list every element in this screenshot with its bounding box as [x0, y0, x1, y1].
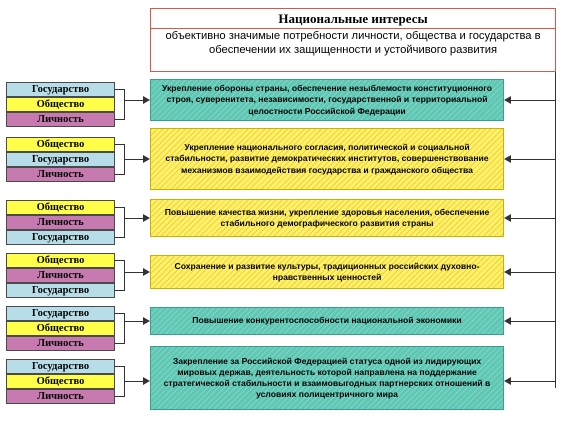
row-6-link: [124, 381, 143, 382]
row-2-label-3: Личность: [6, 167, 115, 182]
row-4-label-3: Государство: [6, 283, 115, 298]
row-4-interest-text: Сохранение и развитие культуры, традиционных российских духовно-нравственных ценностей: [174, 260, 480, 282]
row-6-label-3: Личность: [6, 389, 115, 404]
header-subtitle: объективно значимые потребности личности, общества и государства в обеспечении их защищенности и устойчивого развития: [165, 30, 541, 56]
row-3-label-3: Государство: [6, 230, 115, 245]
row-1-bracket-vertical: [124, 89, 125, 120]
row-2-arrow-left: [143, 155, 150, 163]
row-3-interest-box: [150, 199, 504, 237]
header-title: Национальные интересы: [151, 9, 555, 29]
row-3-label-2: Личность: [6, 215, 115, 230]
row-6-label-2: Общество: [6, 374, 115, 389]
row-6-link-right: [511, 381, 556, 382]
row-4-arrow-right: [504, 268, 511, 276]
row-5-arrow-right: [504, 317, 511, 325]
row-1-interest-text: Укрепление обороны страны, обеспечение незыблемости конституционного строя, суверенитета, независимости, государственной и территориальной целостности Российской Федерации: [161, 83, 492, 116]
row-3-link-right: [511, 218, 556, 219]
row-5-link-right: [511, 321, 556, 322]
row-4-link: [124, 272, 143, 273]
row-3-link: [124, 218, 143, 219]
row-1-link-right: [511, 100, 556, 101]
row-6-arrow-right: [504, 377, 511, 385]
row-4-interest-box: [150, 255, 504, 289]
row-1-interest-box: [150, 79, 504, 121]
row-5-interest-text: Повышение конкурентоспособности национальной экономики: [192, 315, 462, 326]
row-3-arrow-left: [143, 214, 150, 222]
row-5-bracket-vertical: [124, 313, 125, 344]
row-4-label-1: Общество: [6, 253, 115, 268]
row-2-link-right: [511, 159, 556, 160]
header-connector: [555, 72, 556, 388]
row-2-label-2: Государство: [6, 152, 115, 167]
row-2-label-1: Общество: [6, 137, 115, 152]
row-6-interest-box: [150, 346, 504, 410]
row-4-arrow-left: [143, 268, 150, 276]
row-5-arrow-left: [143, 317, 150, 325]
header-box: [150, 8, 556, 72]
row-4-label-2: Личность: [6, 268, 115, 283]
row-6-interest-text: Закрепление за Российской Федерацией статуса одной из лидирующих мировых держав, деятельность которой направлена на поддержание стратегической стабильности и взаимовыгодных партнерских отношений в условиях полицентричного мира: [163, 355, 491, 400]
row-1-label-2: Общество: [6, 97, 115, 112]
row-5-label-3: Личность: [6, 336, 115, 351]
row-5-interest-box: [150, 307, 504, 335]
row-2-arrow-right: [504, 155, 511, 163]
row-5-label-2: Общество: [6, 321, 115, 336]
row-3-bracket-vertical: [124, 207, 125, 238]
row-1-arrow-left: [143, 96, 150, 104]
row-4-bracket-vertical: [124, 260, 125, 291]
row-2-link: [124, 159, 143, 160]
row-3-interest-text: Повышение качества жизни, укрепление здоровья населения, обеспечение стабильного демографического развития страны: [164, 206, 490, 228]
row-2-interest-text: Укрепление национального согласия, политической и социальной стабильности, развитие демократических институтов, совершенствование механизмов взаимодействия государства и гражданского общества: [165, 142, 489, 175]
row-1-link: [124, 100, 143, 101]
row-5-label-1: Государство: [6, 306, 115, 321]
row-6-arrow-left: [143, 377, 150, 385]
row-5-link: [124, 321, 143, 322]
row-4-link-right: [511, 272, 556, 273]
row-3-label-1: Общество: [6, 200, 115, 215]
row-6-label-1: Государство: [6, 359, 115, 374]
row-1-label-1: Государство: [6, 82, 115, 97]
row-2-interest-box: [150, 128, 504, 190]
row-3-arrow-right: [504, 214, 511, 222]
row-1-label-3: Личность: [6, 112, 115, 127]
row-1-arrow-right: [504, 96, 511, 104]
